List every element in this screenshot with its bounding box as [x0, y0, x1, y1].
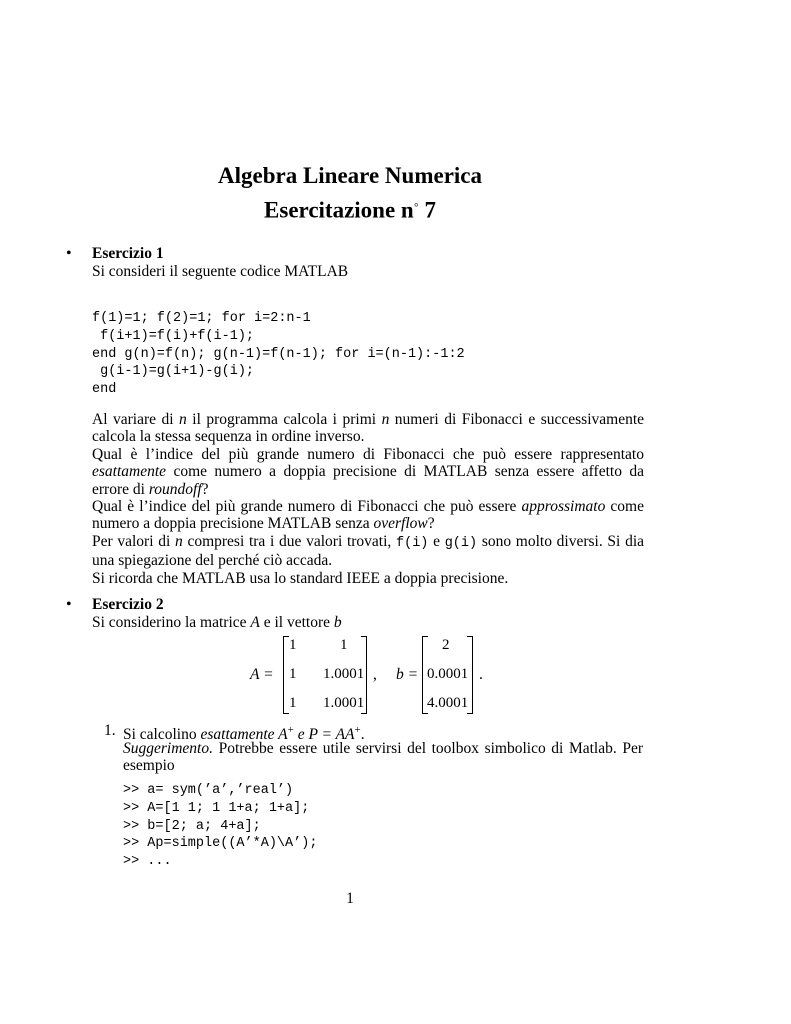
matrix-a-cell: 1.0001	[323, 695, 365, 711]
math-A: A	[274, 726, 288, 744]
text-run: e il vettore	[259, 614, 334, 631]
code-line: f(i+1)=f(i)+f(i-1);	[92, 328, 255, 344]
subtitle-number: 7	[418, 197, 436, 223]
separator-comma: ,	[373, 666, 377, 683]
paragraph-fibonacci	[92, 411, 644, 446]
bullet-exercise-1: •	[66, 245, 72, 262]
hint-label: Suggerimento.	[123, 740, 213, 757]
text-run: sono molto diversi. Si dia una spiegazione del perché ciò accada.	[92, 532, 644, 570]
code-line: f(1)=1; f(2)=1; for i=2:n-1	[92, 311, 311, 326]
text-run: come numero a doppia precisione di MATLAB senza essere affetto da errore di	[92, 463, 644, 498]
math-n: n	[179, 411, 187, 428]
text-run: ?	[201, 480, 209, 498]
emph-text: esattamente	[92, 463, 167, 481]
code-line: >> ...	[123, 854, 172, 870]
emph-text: roundoff	[148, 480, 202, 498]
matrix-a-cell: 1.0001	[323, 666, 365, 682]
text-run: numeri di Fibonacci e successivamente calcola la stessa sequenza in ordine inverso.	[92, 411, 645, 446]
vector-b-cell: 0.0001	[427, 666, 469, 682]
matlab-code-block-1	[92, 310, 465, 399]
emph-text: overflow	[373, 515, 428, 533]
text-run: .	[360, 726, 365, 744]
text-run: come numero a doppia precisione MATLAB senza	[92, 498, 644, 533]
code-line: g(i-1)=g(i+1)-g(i);	[92, 364, 255, 380]
matrix-a-label: A =	[250, 666, 274, 683]
emph-text: approssimato	[521, 498, 606, 516]
math-b: b	[333, 614, 342, 631]
bullet-exercise-2: •	[66, 596, 72, 613]
code-line: >> A=[1 1; 1 1+a; 1+a];	[123, 800, 310, 816]
page-number: 1	[346, 890, 354, 907]
list-item-number: 1.	[104, 722, 116, 739]
paragraph-explanation	[92, 533, 644, 570]
text-run: Si considerino la matrice	[92, 614, 251, 631]
code-line: >> b=[2; a; 4+a];	[123, 818, 261, 834]
end-dot: .	[479, 666, 483, 683]
vector-b-cell: 2	[442, 637, 450, 653]
math-P: e P = AA	[293, 726, 355, 744]
code-inline: g(i)	[444, 535, 478, 551]
text-run: Qual è l’indice del più grande numero di Fibonacci che può essere rappresentato	[92, 445, 644, 463]
text-run: e	[428, 532, 445, 550]
document-subtitle	[0, 190, 700, 227]
text-run: Qual è l’indice del più grande numero di Fibonacci che può essere	[92, 498, 522, 516]
exercise-1-heading: Esercizio 1	[92, 245, 164, 262]
text-run: Al variare di	[92, 411, 180, 428]
text-run: Potrebbe essere utile servirsi del toolbox simbolico di Matlab. Per esempio	[123, 740, 643, 775]
code-inline: f(i)	[396, 535, 429, 551]
exercise-1-intro: Si consideri il seguente codice MATLAB	[92, 263, 349, 280]
code-line: >> a= sym(’a’,’real’)	[123, 783, 294, 798]
pseudo-inverse-sup: +	[354, 724, 361, 736]
text-run: ?	[427, 515, 435, 533]
vector-b-cell: 4.0001	[427, 695, 469, 711]
math-n: n	[381, 411, 390, 428]
exercise-2-heading: Esercizio 2	[92, 596, 164, 613]
subtitle-prefix: Esercitazione n	[264, 197, 414, 223]
exercise-2-intro	[92, 614, 342, 631]
degree-symbol: ◦	[413, 198, 419, 213]
matrix-a-cell: 1	[289, 637, 297, 653]
hint-paragraph	[123, 740, 643, 775]
exercise-1-body	[92, 411, 644, 587]
text-run: compresi tra i due valori trovati,	[182, 532, 396, 550]
code-line: >> Ap=simple((A’*A)\A’);	[123, 836, 318, 852]
document-title: Algebra Lineare Numerica	[217, 163, 483, 188]
matrix-a-cell: 1	[340, 637, 348, 653]
matrix-a-cell: 1	[289, 666, 297, 682]
math-A: A	[250, 614, 260, 631]
code-line: end g(n)=f(n); g(n-1)=f(n-1); for i=(n-1):-1:2	[92, 346, 465, 362]
paragraph-approx-question	[92, 498, 644, 533]
text-run: Per valori di	[92, 532, 175, 550]
math-n: n	[174, 532, 183, 550]
text-run: Si calcolino	[123, 726, 201, 744]
vector-b-label: b =	[396, 666, 419, 683]
paragraph-ieee-note: Si ricorda che MATLAB usa lo standard IEEE a doppia precisione.	[92, 569, 509, 587]
matrix-a-cell: 1	[289, 695, 297, 711]
emph-text: esattamente	[200, 726, 275, 744]
matlab-code-block-2	[123, 782, 317, 871]
code-line: end	[92, 382, 117, 398]
text-run: il programma calcola i primi	[186, 411, 382, 428]
paragraph-exact-question	[92, 446, 644, 498]
pseudo-inverse-sup: +	[287, 724, 294, 736]
